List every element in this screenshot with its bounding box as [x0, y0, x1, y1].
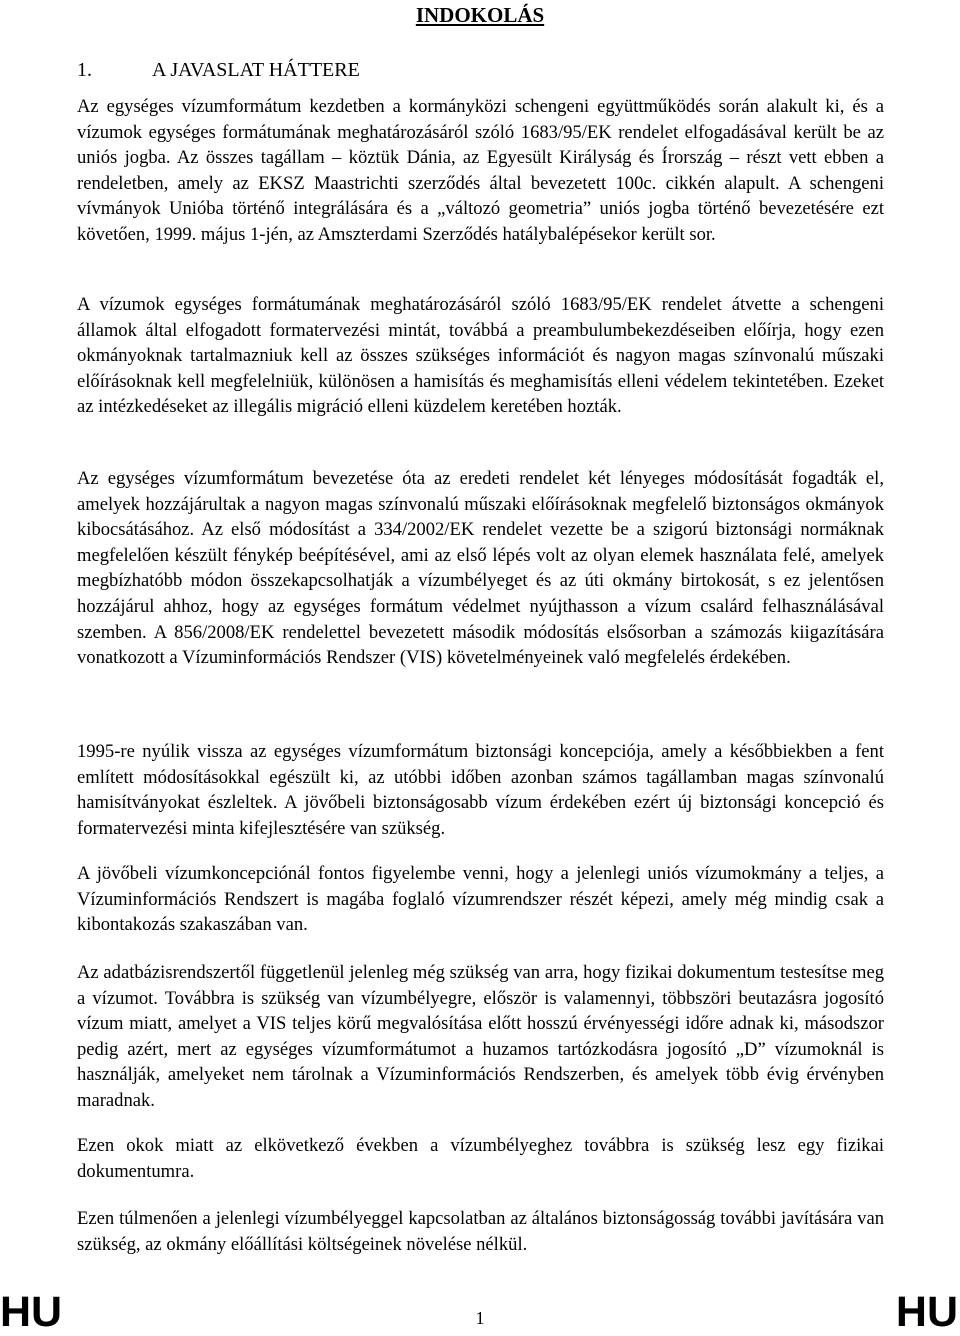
paragraph: Ezen túlmenően a jelenlegi vízumbélyeggel kapcsolatban az általános biztonságosság további javítására van szükség, az okmány előállítási költségeinek növelése nélkül. [77, 1208, 884, 1255]
paragraph: A vízumok egységes formátumának meghatározásáról szóló 1683/95/EK rendelet átvette a schengeni államok által elfogadott formatervezési mintát, továbbá a preambulumbekezdéseiben előírja, hogy ezen okmányoknak tartalmazniuk kell az összes szükséges információt és nagyon magas színvonalú műszaki előírásoknak kell megfelelniük, különösen a hamisítás és meghamisítás elleni védelem tekintetében. Ezeket az intézkedéseket az illegális migráció elleni küzdelem keretében hozták. [77, 294, 884, 418]
section-title: A JAVASLAT HÁTTERE [152, 59, 360, 81]
language-code-left: HU [0, 1288, 63, 1336]
section-heading [77, 59, 360, 82]
paragraph: Az egységes vízumformátum kezdetben a kormányközi schengeni együttműködés során alakult ki, és a vízumok egységes formátumának meghatározásáról szóló 1683/95/EK rendelet elfogadásával került be az uniós jogba. Az összes tagállam – köztük Dánia, az Egyesült Királyság és Írország – részt vett ebben a rendeletben, amely az EKSZ Maastrichti szerződés által bevezetett 100c. cikkén alapult. A schengeni vívmányok Unióba történő integrálására és a „változó geometria” uniós jogba történő bevezetésére ezt követően, 1999. május 1-jén, az Amszterdami Szerződés hatálybalépésekor került sor. [77, 96, 884, 245]
section-number: 1. [77, 59, 92, 81]
paragraph: A jövőbeli vízumkoncepciónál fontos figyelembe venni, hogy a jelenlegi uniós vízumokmány a teljes, a Vízuminformációs Rendszert is magába foglaló vízumrendszer részét képezi, amely még mindig csak a kibontakozás szakaszában van. [77, 863, 884, 936]
paragraph: Az adatbázisrendszertől függetlenül jelenleg még szükség van arra, hogy fizikai dokumentum testesítse meg a vízumot. Továbbra is szükség van vízumbélyegre, először is valamennyi, többszöri beutazásra jogosító vízum miatt, amelyet a VIS teljes körű megvalósítása előtt hosszú érvényességi időre adnak ki, másodszor pedig azért, mert az egységes vízumformátumot a huzamos tartózkodásra jogosító „D” vízumoknál is használják, amelyeket nem tárolnak a Vízuminformációs Rendszerben, és amelyek több évig érvényben maradnak. [77, 962, 884, 1111]
paragraph: Az egységes vízumformátum bevezetése óta az eredeti rendelet két lényeges módosítását fogadták el, amelyek hozzájárultak a nagyon magas színvonalú műszaki előírásoknak megfelelő biztonságos okmányok kibocsátásához. Az első módosítást a 334/2002/EK rendelet vezette be a szigorú biztonsági normáknak megfelelően készült fénykép beépítésével, ami az első lépés volt az olyan elemek használata felé, amelyek megbízhatóbb módon összekapcsolhatják a vízumbélyeget és az úti okmány birtokosát, s ez jelentősen hozzájárul ahhoz, hogy az egységes formátum védelmet nyújthasson a vízum csalárd felhasználásával szemben. A 856/2008/EK rendelettel bevezetett második módosítás elsősorban a számozás kiigazítására vonatkozott a Vízuminformációs Rendszer (VIS) követelményeinek való megfelelés érdekében. [77, 468, 884, 669]
paragraph: 1995-re nyúlik vissza az egységes vízumformátum biztonsági koncepciója, amely a későbbiekben a fent említett módosításokkal egészült ki, az utóbbi időben azonban számos tagállamban magas színvonalú hamisítványokat észleltek. A jövőbeli biztonságosabb vízum érdekében ezért új biztonsági koncepció és formatervezési minta kifejlesztésére van szükség. [77, 741, 884, 839]
page-number: 1 [475, 1308, 485, 1328]
paragraph: Ezen okok miatt az elkövetkező években a vízumbélyeghez továbbra is szükség lesz egy fizikai dokumentumra. [77, 1135, 884, 1182]
language-code-right: HU [895, 1288, 958, 1336]
document-title: INDOKOLÁS [415, 3, 545, 27]
